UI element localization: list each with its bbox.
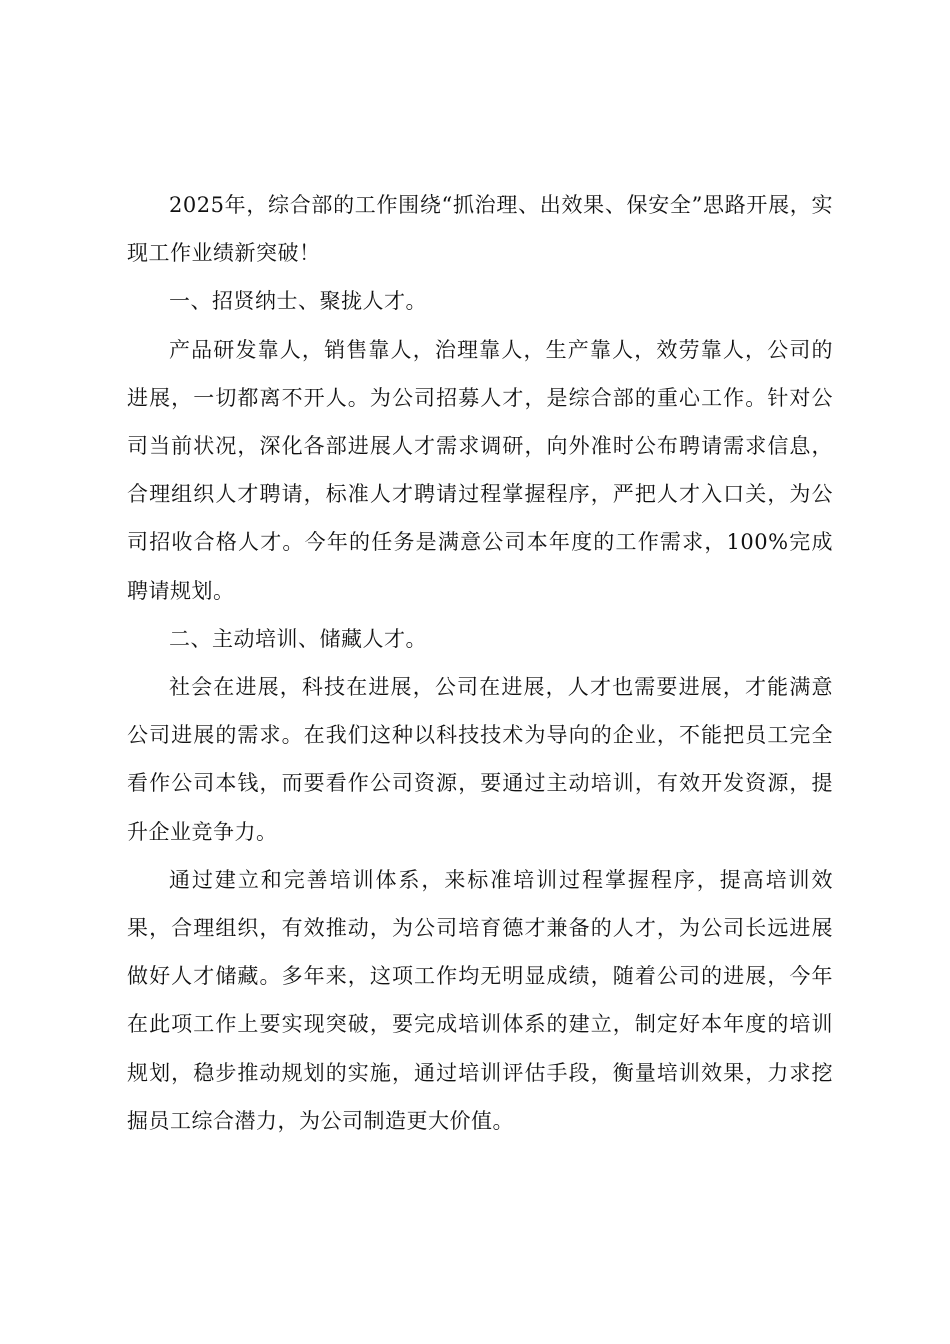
section-heading-2: 二、主动培训、储藏人才。 [169, 626, 427, 651]
section-heading-1: 一、招贤纳士、聚拢人才。 [169, 289, 427, 314]
section-2-paragraph-1: 社会在进展，科技在进展，公司在进展，人才也需要进展，才能满意公司进展的需求。在我们这种以科技技术为导向的企业，不能把员工完全看作公司本钱，而要看作公司资源，要通过主动培训，有效开发资源，提升企业竞争力。 [127, 675, 833, 844]
intro-paragraph: 2025年，综合部的工作围绕“抓治理、出效果、保安全”思路开展，实现工作业绩新突破！ [127, 193, 833, 266]
section-2-paragraph-2: 通过建立和完善培训体系，来标准培训过程掌握程序，提高培训效果，合理组织，有效推动，为公司培育德才兼备的人才，为公司长远进展做好人才储藏。多年来，这项工作均无明显成绩，随着公司的进展，今年在此项工作上要实现突破，要完成培训体系的建立，制定好本年度的培训规划，稳步推动规划的实施，通过培训评估手段，衡量培训效果，力求挖掘员工综合潜力，为公司制造更大价值。 [127, 867, 833, 1133]
section-1-paragraph: 产品研发靠人，销售靠人，治理靠人，生产靠人，效劳靠人，公司的进展，一切都离不开人。为公司招募人才，是综合部的重心工作。针对公司当前状况，深化各部进展人才需求调研，向外准时公布聘请需求信息，合理组织人才聘请，标准人才聘请过程掌握程序，严把人才入口关，为公司招收合格人才。今年的任务是满意公司本年度的工作需求，100%完成聘请规划。 [127, 337, 833, 603]
document-body [127, 181, 833, 1145]
